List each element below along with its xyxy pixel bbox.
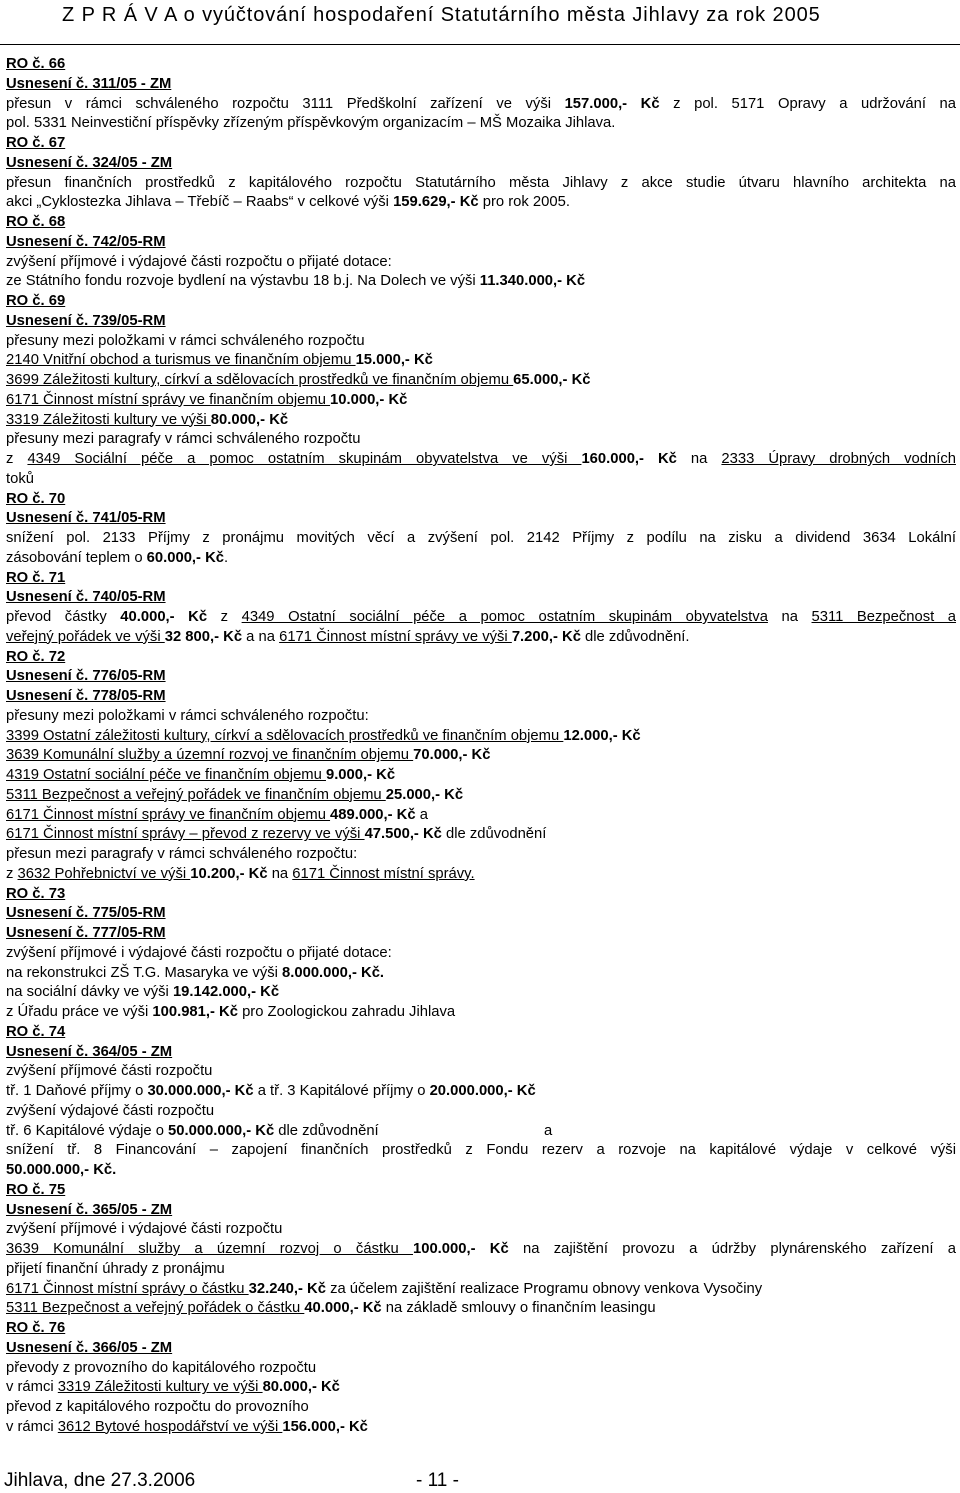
resolution-778: Usnesení č. 778/05-RM xyxy=(6,688,166,704)
text-line: snížení pol. 2133 Příjmy z pronájmu movitých věcí a zvýšení pol. 2142 Příjmy z podílu na zisku a dividend 3634 Lokální xyxy=(6,530,956,546)
text-line: zvýšení příjmové i výdajové části rozpočtu o přijaté dotace: xyxy=(6,944,392,961)
text-line: tř. 6 Kapitálové výdaje o 50.000.000,- Kč dle zdůvodnění a xyxy=(6,1122,553,1139)
text-line: přesun mezi paragrafy v rámci schváleného rozpočtu: xyxy=(6,846,358,862)
text-line: zásobování teplem o 60.000,- Kč. xyxy=(6,549,229,566)
text-line: zvýšení příjmové i výdajové části rozpočtu o přijaté dotace: xyxy=(6,253,392,270)
ro-heading-67: RO č. 67 xyxy=(6,135,66,151)
list-item: 6171 Činnost místní správy ve finančním objemu 10.000,- Kč xyxy=(6,391,408,408)
text-line: přesun v rámci schváleného rozpočtu 3111 Předškolní zařízení ve výši 157.000,- Kč z pol. 5171 Opravy a udržování na xyxy=(6,95,956,112)
resolution-366: Usnesení č. 366/05 - ZM xyxy=(6,1339,173,1356)
page-header xyxy=(0,0,960,45)
page-footer xyxy=(4,1470,954,1492)
text-line: převod z kapitálového rozpočtu do provozního xyxy=(6,1399,309,1415)
list-item: 3639 Komunální služby a územní rozvoj ve finančním objemu 70.000,- Kč xyxy=(6,747,491,764)
resolution-364: Usnesení č. 364/05 - ZM xyxy=(6,1043,173,1060)
text-line: snížení tř. 8 Financování – zapojení finančních prostředků z Fondu rezerv a rozvoje na kapitálové výdaje v celkové výši xyxy=(6,1142,956,1159)
resolution-324: Usnesení č. 324/05 - ZM xyxy=(6,154,173,171)
resolution-742: Usnesení č. 742/05-RM xyxy=(6,233,166,250)
list-item: 3399 Ostatní záležitosti kultury, církví a sdělovacích prostředků ve finančním objemu 12.000,- Kč xyxy=(6,727,641,744)
text-line: převod částky 40.000,- Kč z 4349 Ostatní sociální péče a pomoc ostatním skupinám obyvatelstva na 5311 Bezpečnost a xyxy=(6,609,957,625)
list-item: 5311 Bezpečnost a veřejný pořádek ve finančním objemu 25.000,- Kč xyxy=(6,786,464,803)
footer-place-date: Jihlava, dne 27.3.2006 xyxy=(4,1470,196,1491)
resolution-775: Usnesení č. 775/05-RM xyxy=(6,905,166,922)
text-line: pol. 5331 Neinvestiční příspěvky zřízeným příspěvkovým organizacím – MŠ Mozaika Jihlava. xyxy=(6,115,616,132)
text-line: 5311 Bezpečnost a veřejný pořádek o částku 40.000,- Kč na základě smlouvy o finančním leasingu xyxy=(6,1300,656,1317)
text-line: 50.000.000,- Kč. xyxy=(6,1162,117,1178)
text-line: ze Státního fondu rozvoje bydlení na výstavbu 18 b.j. Na Dolech ve výši 11.340.000,- Kč xyxy=(6,273,586,290)
ro-heading-73: RO č. 73 xyxy=(6,885,66,902)
text-line: na sociální dávky ve výši 19.142.000,- Kč xyxy=(6,984,280,1001)
resolution-740: Usnesení č. 740/05-RM xyxy=(6,589,166,606)
ro-heading-76: RO č. 76 xyxy=(6,1320,66,1336)
text-line: 3639 Komunální služby a územní rozvoj o částku 100.000,- Kč na zajištění provozu a údržby plynárenského zařízení a xyxy=(6,1241,956,1257)
resolution-741: Usnesení č. 741/05-RM xyxy=(6,510,166,527)
text-line: akci „Cyklostezka Jihlava – Třebíč – Raabs“ v celkové výši 159.629,- Kč pro rok 2005. xyxy=(6,194,570,211)
text-line: toků xyxy=(6,470,34,487)
ro-heading-72: RO č. 72 xyxy=(6,648,66,665)
list-item: 6171 Činnost místní správy ve finančním objemu 489.000,- Kč a xyxy=(6,806,428,823)
text-line: z 4349 Sociální péče a pomoc ostatním skupinám obyvatelstva ve výši 160.000,- Kč na 2333 Úpravy drobných vodních xyxy=(6,451,956,467)
list-item: 6171 Činnost místní správy – převod z rezervy ve výši 47.500,- Kč dle zdůvodnění xyxy=(6,826,547,843)
text-line: přesuny mezi paragrafy v rámci schváleného rozpočtu xyxy=(6,431,361,448)
text-line: v rámci 3612 Bytové hospodářství ve výši 156.000,- Kč xyxy=(6,1418,368,1435)
text-line: v rámci 3319 Záležitosti kultury ve výši 80.000,- Kč xyxy=(6,1379,340,1396)
text-line: zvýšení příjmové části rozpočtu xyxy=(6,1063,213,1080)
ro-heading-74: RO č. 74 xyxy=(6,1023,66,1040)
text-line: 6171 Činnost místní správy o částku 32.240,- Kč za účelem zajištění realizace Programu obnovy venkova Vysočiny xyxy=(6,1280,763,1297)
ro-heading-66: RO č. 66 xyxy=(6,56,66,72)
text-line: z Úřadu práce ve výši 100.981,- Kč pro Zoologickou zahradu Jihlava xyxy=(6,1004,456,1020)
ro-heading-75: RO č. 75 xyxy=(6,1181,66,1198)
text-line: z 3632 Pohřebnictví ve výši 10.200,- Kč na 6171 Činnost místní správy. xyxy=(6,865,475,882)
text-line: přijetí finanční úhrady z pronájmu xyxy=(6,1260,225,1277)
text-line: na rekonstrukci ZŠ T.G. Masaryka ve výši 8.000.000,- Kč. xyxy=(6,964,385,981)
ro-heading-68: RO č. 68 xyxy=(6,214,66,230)
text-line: převody z provozního do kapitálového rozpočtu xyxy=(6,1359,317,1376)
document-body xyxy=(6,55,956,1438)
text-line: přesuny mezi položkami v rámci schváleného rozpočtu xyxy=(6,332,365,349)
list-item: 3319 Záležitosti kultury ve výši 80.000,- Kč xyxy=(6,411,289,428)
list-item: 3699 Záležitosti kultury, církví a sdělovacích prostředků ve finančním objemu 65.000,- Kč xyxy=(6,372,591,388)
text-line: veřejný pořádek ve výši 32 800,- Kč a na 6171 Činnost místní správy ve výši 7.200,- Kč dle zdůvodnění. xyxy=(6,628,690,645)
resolution-739: Usnesení č. 739/05-RM xyxy=(6,312,166,329)
page-number: - 11 - xyxy=(416,1470,459,1491)
ro-heading-70: RO č. 70 xyxy=(6,490,66,507)
ro-heading-71: RO č. 71 xyxy=(6,569,66,586)
report-title: Z P R Á V A o vyúčtování hospodaření Statutárního města Jihlavy za rok 2005 xyxy=(62,4,821,26)
resolution-365: Usnesení č. 365/05 - ZM xyxy=(6,1201,173,1218)
text-line: přesuny mezi položkami v rámci schváleného rozpočtu: xyxy=(6,707,369,724)
ro-heading-69: RO č. 69 xyxy=(6,293,66,309)
list-item: 4319 Ostatní sociální péče ve finančním objemu 9.000,- Kč xyxy=(6,767,396,783)
resolution-776: Usnesení č. 776/05-RM xyxy=(6,668,166,685)
text-line: tř. 1 Daňové příjmy o 30.000.000,- Kč a tř. 3 Kapitálové příjmy o 20.000.000,- Kč xyxy=(6,1083,536,1099)
text-line: přesun finančních prostředků z kapitálového rozpočtu Statutárního města Jihlavy z akce studie útvaru hlavního architekta na xyxy=(6,174,956,191)
text-line: zvýšení příjmové i výdajové části rozpočtu xyxy=(6,1221,283,1238)
resolution-311: Usnesení č. 311/05 - ZM xyxy=(6,75,172,92)
resolution-777: Usnesení č. 777/05-RM xyxy=(6,925,166,941)
text-line: zvýšení výdajové části rozpočtu xyxy=(6,1102,215,1119)
list-item: 2140 Vnitřní obchod a turismus ve finančním objemu 15.000,- Kč xyxy=(6,352,433,369)
